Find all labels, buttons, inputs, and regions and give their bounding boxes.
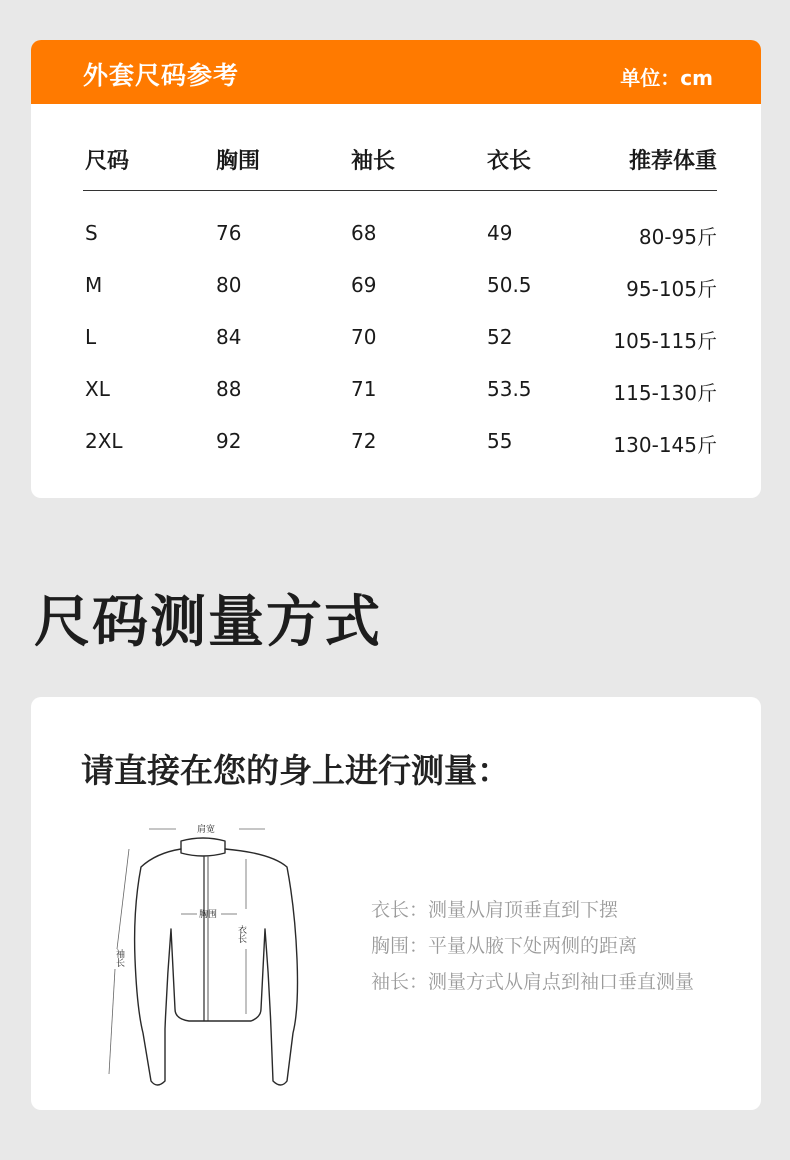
cell-size: XL: [85, 377, 110, 401]
label-shoulder: 肩宽: [197, 825, 216, 835]
jacket-diagram: [101, 819, 301, 1089]
table-row: [83, 205, 717, 257]
jacket-outline: [135, 849, 298, 1085]
cell-length: 49: [487, 221, 513, 245]
header-weight: 推荐体重: [628, 149, 717, 174]
cell-length: 50.5: [487, 273, 532, 297]
note-length: 衣长：测量从肩顶垂直到下摆: [371, 899, 619, 921]
table-row: [83, 257, 717, 309]
note-chest: 胸围：平量从腋下处两侧的距离: [371, 935, 638, 957]
cell-sleeve: 71: [351, 377, 377, 401]
unit-label: 单位：cm: [620, 66, 713, 90]
size-chart-card: [31, 40, 761, 498]
label-sleeve: 袖长: [114, 949, 124, 967]
cell-length: 55: [487, 429, 513, 453]
cell-chest: 88: [216, 377, 242, 401]
cell-size: L: [85, 325, 97, 349]
table-header-row: [83, 104, 717, 191]
cell-sleeve: 69: [351, 273, 377, 297]
cell-chest: 84: [216, 325, 242, 349]
size-table: [83, 104, 717, 465]
cell-size: 2XL: [85, 429, 123, 453]
section-heading: 尺码测量方式: [34, 590, 382, 655]
size-chart-header: [31, 40, 761, 104]
cell-weight: 105-115斤: [613, 329, 717, 353]
cell-weight: 130-145斤: [613, 433, 717, 457]
cell-length: 53.5: [487, 377, 532, 401]
label-length: 衣长: [236, 925, 246, 943]
measurement-notes: [371, 895, 694, 1003]
table-row: [83, 361, 717, 413]
cell-sleeve: 72: [351, 429, 377, 453]
cell-size: M: [85, 273, 103, 297]
header-chest: 胸围: [216, 149, 261, 174]
cell-sleeve: 68: [351, 221, 377, 245]
label-chest: 胸围: [199, 910, 218, 920]
table-row: [83, 413, 717, 465]
cell-weight: 80-95斤: [638, 225, 717, 249]
measure-card: [31, 697, 761, 1110]
size-chart-title: 外套尺码参考: [83, 61, 240, 90]
table-row: [83, 309, 717, 361]
header-size: 尺码: [85, 149, 130, 174]
cell-sleeve: 70: [351, 325, 377, 349]
cell-length: 52: [487, 325, 513, 349]
cell-chest: 92: [216, 429, 242, 453]
cell-chest: 76: [216, 221, 242, 245]
header-sleeve: 袖长: [351, 149, 396, 174]
cell-chest: 80: [216, 273, 242, 297]
note-sleeve: 袖长：测量方式从肩点到袖口垂直测量: [371, 971, 695, 993]
cell-weight: 95-105斤: [626, 277, 717, 301]
header-length: 衣长: [487, 149, 532, 174]
collar-shape: [181, 838, 225, 856]
cell-weight: 115-130斤: [613, 381, 717, 405]
measure-title: 请直接在您的身上进行测量：: [81, 751, 510, 790]
cell-size: S: [85, 221, 98, 245]
